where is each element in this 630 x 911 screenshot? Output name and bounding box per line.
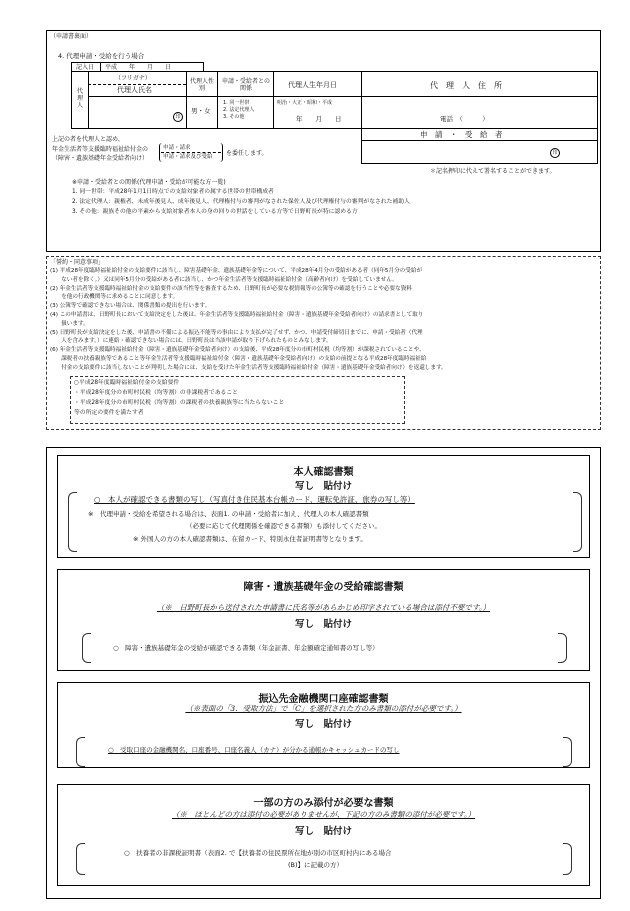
- consent-line: (6) 年金生活者等支援臨時福祉給付金（障害・遺族基礎年金受給者向け）の支給後、平成28年度分の市町村民税（均等割）が課税されていることや、: [50, 347, 425, 354]
- bank-paste: 写し 貼付け: [294, 719, 352, 730]
- consent-title: 「誓約・同意事項」: [50, 259, 105, 266]
- pension-receipt-section: [57, 569, 590, 671]
- relation-header: 申請・受給者との関係: [221, 78, 270, 92]
- bank-line-1: ○ 受取口座の金融機関名、口座番号、口座名義人（カナ）が分かる通帳かキャッシュカードの写し: [108, 746, 400, 754]
- requirement-line-3: ・平成28年度分の市町村民税（均等割）の課税者の扶養親族等に当たらないこと: [74, 400, 285, 406]
- partial-paste: 写し 貼付け: [294, 826, 352, 837]
- identity-line-4: ※ 外国人の方の本人確認書類は、在留カード、特別永住者証明書等となります。: [133, 535, 367, 543]
- address-header: 代 理 人 住 所: [430, 81, 502, 90]
- consent-line: 人を含みます。）に連絡・確認できない場合には、日野町長は当該申請が取り下げられたものとみなします。: [50, 338, 332, 345]
- delegate-option-1[interactable]: 申請・請求: [163, 145, 191, 151]
- identity-line-3: （必要に応じて代理関係を確認できる書類）も添付してください。: [186, 522, 381, 530]
- identity-paste: 写し 貼付け: [294, 481, 352, 492]
- pension-title: 障害・遺族基礎年金の受給確認書類: [243, 582, 404, 593]
- partial-title: 一部の方のみ添付が必要な書類: [253, 798, 394, 809]
- date-label: 記入日: [76, 64, 95, 71]
- consent-line: 課税者の扶養親族等であること等年金生活者等支援臨時福祉給付金（障害・遺族基礎年金受給者向け）の支給の前提となる平成28年度臨時福祉給: [50, 356, 427, 362]
- partial-attachment-section: [57, 784, 590, 886]
- date-value: 平成 年 月 日: [105, 64, 172, 71]
- partial-note: （※ ほとんどの方は添付の必要がありませんが、下記の方のみ書類の添付が必要です。）: [171, 810, 476, 819]
- relation-list-title: ※申請・受給者との関係(代理申請・受給が可能な方一覧): [72, 179, 226, 186]
- consent-line: (5) 日野町長が支給決定をした後、申請書の不備による振込不能等の事由により支払が完了せず、かつ、申請受付締切日までに、申請・受給者（代理: [50, 329, 423, 336]
- requirement-line-1: ○平成28年度臨時福祉給付金の支給要件: [74, 380, 180, 386]
- relation-option-1[interactable]: 1. 同一世帯: [223, 100, 250, 106]
- consent-line: 付金の支給要件に該当しないことが判明した場合には、支給を受けた年金生活者等支援臨時福祉給付金（障害・遺族基礎年金受給者向け）を返還します。: [50, 364, 447, 371]
- relation-note-1: 1. 同一世帯：平成28年1月1日時点での支給対象者の属する世帯の世帯構成者: [72, 189, 274, 195]
- identity-line-2: ※ 代理申請・受給を希望される場合は、表面1. の申請・受給者に加え、代理人の本人確認書類: [88, 510, 369, 518]
- section4-title: 4. 代理申請・受給を行う場合: [58, 52, 145, 60]
- requirement-line-2: ・平成28年度分の市町村民税（均等割）の非課税者であること: [74, 390, 238, 396]
- birth-header: 代理人生年月日: [288, 81, 337, 89]
- relation-note-2: 2. 法定代理人：親権者、未成年後見人、成年後見人、代理権付与の審判がなされた保佐人及び代理権付与の審判がなされた補助人: [72, 199, 410, 205]
- relation-option-3[interactable]: 3. その他: [223, 114, 245, 120]
- applicant-seal: 印: [550, 148, 560, 158]
- consent-line: ない者を除く。）又は同年5月分の受給がある者に該当し、かつ年金生活者等支援臨時福祉給付金（高齢者向け）を受給していません。: [50, 276, 398, 283]
- pension-paste: 写し 貼付け: [294, 619, 352, 630]
- bank-account-section: [57, 682, 590, 768]
- pension-line-1: ○ 障害・遺族基礎年金の受給が確認できる書類（年金証書、年金額確定通知書の写し等）: [113, 644, 379, 652]
- consent-line: を他の行政機関等に求めることに同意します。: [50, 294, 179, 301]
- consent-line: (3) 公簿等で確認できない場合は、関係書類の提出を行います。: [50, 303, 211, 310]
- delegate-line-2: 年金生活者等支援臨時福祉給付金の: [52, 146, 149, 153]
- partial-line-2: (B)】に記載の方）: [288, 861, 344, 869]
- delegate-end: を委任します。: [226, 150, 268, 157]
- consent-line: (1) 平成28年度臨時福祉給付金の支給要件に該当し、障害基礎年金、遺族基礎年金等について、平成28年4月分の受給がある者（同年5月分の受給が: [50, 268, 423, 274]
- relation-note-3: 3. その他：親族その他の平素から支給対象者本人の身の回りの世話をしている方等で日野町長が特に認める方: [72, 209, 358, 215]
- consent-line: (4) この申請書は、日野町長において支給決定をした後は、年金生活者等支援臨時福祉給付金（障害・遺族基礎年金受給者向け）の請求書として取り: [50, 312, 424, 318]
- delegate-option-2[interactable]: 申請・請求及び受給: [163, 154, 213, 160]
- agent-name-header: 代理人氏名: [117, 86, 152, 94]
- identity-line-1: ○ 本人が確認できる書類の写し（写真付き住民基本台帳カード、運転免許証、旅券の写し等）: [94, 495, 415, 504]
- furigana-header: （フリガナ）: [115, 75, 151, 82]
- gender-value[interactable]: 男・女: [191, 107, 211, 115]
- applicant-header: 申 請 ・ 受 給 者: [420, 130, 503, 139]
- agent-row-label: 代理人: [76, 88, 83, 109]
- requirement-line-4: 等の所定の要件を満たす者: [74, 410, 144, 416]
- relation-option-2[interactable]: 2. 法定代理人: [223, 107, 255, 113]
- bank-note: （※表面の「3．受取方法」で「C」を選択された方のみ書類の添付が必要です。）: [185, 704, 462, 713]
- agent-gender-header: 代理人性別: [189, 78, 214, 92]
- identity-title: 本人確認書類: [293, 467, 354, 478]
- pension-note: （※ 日野町長から送付された申請書に氏名等があらかじめ印字されている場合は添付不要です。）: [156, 603, 491, 612]
- delegate-line-1: 上記の者を代理人と認め、: [52, 136, 124, 143]
- consent-line: 扱います。: [50, 320, 89, 327]
- phone-label[interactable]: 電話 （ ）: [440, 115, 489, 123]
- consent-line: (2) 年金生活者等支援臨時福祉給付金の支給要件の該当性等を審査するため、日野町長が必要な税情報等の公簿等の確認を行うことや必要な資料: [50, 285, 412, 292]
- bank-title: 振込先金融機関口座確認書類: [258, 694, 389, 705]
- page-label: （申請書裏面）: [50, 33, 93, 40]
- signature-note: ＊記名押印に代えて署名することができます。: [430, 168, 556, 175]
- agent-name-seal: 印: [173, 112, 183, 122]
- identity-document-section: [57, 455, 590, 558]
- delegate-line-3: （障害・遺族基礎年金受給者向け）: [52, 155, 149, 162]
- birth-ymd[interactable]: 年 月 日: [296, 115, 342, 123]
- birth-era[interactable]: 明治・大正・昭和・平成: [277, 100, 333, 106]
- partial-line-1: ○ 扶養者の非課税証明書（表面2. で【扶養者の住民票所在地が別の市区町村内にある場合: [124, 849, 392, 857]
